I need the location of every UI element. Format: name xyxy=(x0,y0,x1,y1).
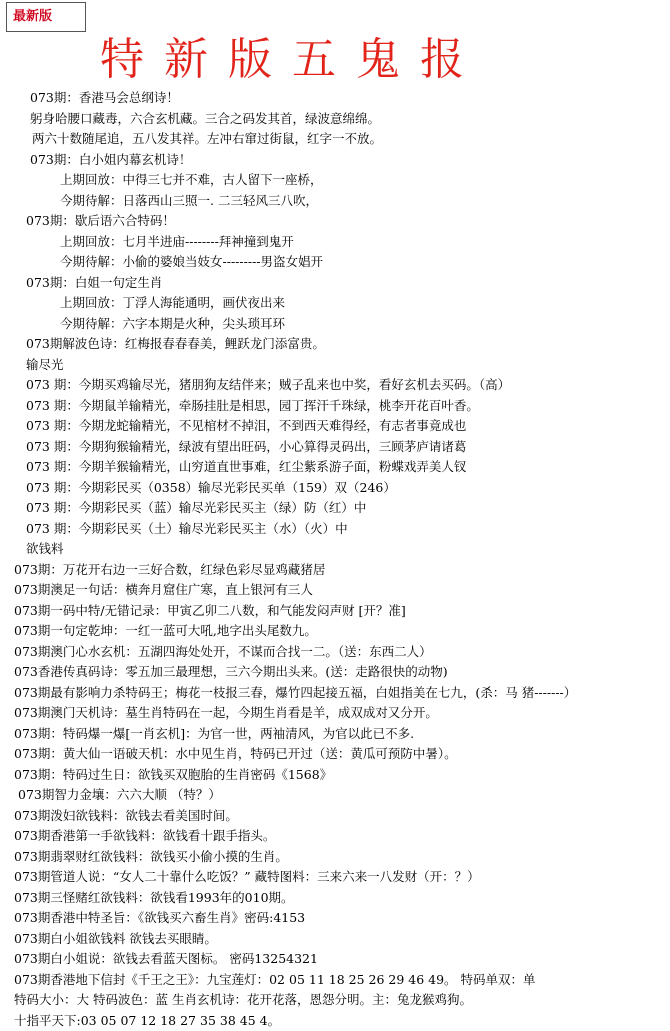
text-line: 073期最有影响力杀特码王；梅花一枝报三春，爆竹四起接五福，白姐指美在七九，(杀：马 猪-------） xyxy=(0,683,670,704)
text-line: 073香港传真码诗：零五加三最理想，三六今期出头来。(送：走路很快的动物) xyxy=(0,662,670,683)
text-line: 073期香港地下信封《千王之王》：九宝莲灯：02 05 11 18 25 26 29 46 49。 特码单双：单 xyxy=(0,970,670,991)
text-line: 上期回放：中得三七并不难，古人留下一座桥， xyxy=(0,170,670,191)
text-line: 特码大小：大 特码波色：蓝 生肖玄机诗：花开花落，恩怨分明。主：兔龙猴鸡狗。 xyxy=(0,990,670,1011)
text-line: 073 期：今期彩民买（土）输尽光彩民买主（水）（火）中 xyxy=(0,519,670,540)
text-line: 073期：香港马会总纲诗！ xyxy=(0,88,670,109)
version-badge: 最新版 xyxy=(6,2,86,32)
text-line: 073 期：今期彩民买（蓝）输尽光彩民买主（绿）防（红）中 xyxy=(0,498,670,519)
text-line: 073期澳门天机诗：墓生肖特码在一起，今期生肖看是羊，成双成对又分开。 xyxy=(0,703,670,724)
text-line: 今期待解：日落西山三照一. 二三轻风三八吹， xyxy=(0,191,670,212)
text-line: 073期：特码过生日：欲钱买双胞胎的生肖密码《1568》 xyxy=(0,765,670,786)
text-line: 073期一句定乾坤：一红一蓝可大吼,地字出头尾数九。 xyxy=(0,621,670,642)
text-line: 073期：万花开右边一三好合数，红绿色彩尽显鸡藏猪居 xyxy=(0,560,670,581)
text-line: 073期一码中特/无错记录：甲寅乙卯二八数，和气能发闷声财 [开？准] xyxy=(0,601,670,622)
text-line: 073期泼妇欲钱料：欲钱去看美国时间。 xyxy=(0,806,670,827)
text-line: 073期：黄大仙一语破天机：水中见生肖，特码已开过（送：黄瓜可预防中暑）。 xyxy=(0,744,670,765)
text-line: 073期翡翠财红欲钱料：欲钱买小偷小摸的生肖。 xyxy=(0,847,670,868)
text-line: 上期回放：丁浮人海能通明，画伏夜出来 xyxy=(0,293,670,314)
text-line: 073期智力金壤：六六大顺 （特？） xyxy=(0,785,670,806)
text-line: 073 期：今期买鸡输尽光，猪朋狗友结伴来；贼子乱来也中奖，看好玄机去买码。（高） xyxy=(0,375,670,396)
text-line: 十指平天下:03 05 07 12 18 27 35 38 45 4。 xyxy=(0,1011,670,1031)
text-line: 今期待解：小偷的婆娘当妓女---------男盗女娼开 xyxy=(0,252,670,273)
text-line: 073期香港中特圣旨：《欲钱买六畜生肖》密码:4153 xyxy=(0,908,670,929)
text-line: 073期：特码爆一爆[一肖玄机]：为官一世，两袖清风，为官以此已不多. xyxy=(0,724,670,745)
text-line: 073 期：今期鼠羊输精光，牵肠挂肚是相思，园丁挥汗千珠绿，桃李开花百叶香。 xyxy=(0,396,670,417)
text-line: 欲钱料 xyxy=(0,539,670,560)
text-line: 073 期：今期狗猴输精光，绿波有望出旺码，小心算得灵码出，三顾茅庐请诸葛 xyxy=(0,437,670,458)
text-line: 输尽光 xyxy=(0,355,670,376)
text-line: 073期澳足一句话：横奔月窟住广寒，直上银河有三人 xyxy=(0,580,670,601)
text-line: 073期：白小姐内幕玄机诗！ xyxy=(0,150,670,171)
text-line: 073期：白姐一句定生肖 xyxy=(0,273,670,294)
text-line: 073期解波色诗：红梅报春春春美，鲤跃龙门添富贵。 xyxy=(0,334,670,355)
text-line: 073期白小姐说：欲钱去看蓝天图标。 密码13254321 xyxy=(0,949,670,970)
text-line: 今期待解：六字本期是火种，尖头琐耳环 xyxy=(0,314,670,335)
text-line: 073期：歇后语六合特码！ xyxy=(0,211,670,232)
text-line: 两六十数随尾追，五八发其祥。左冲右窜过街鼠，红字一不放。 xyxy=(0,129,670,150)
text-line: 073期三怪赌红欲钱料：欲钱看1993年的010期。 xyxy=(0,888,670,909)
text-line: 躬身哈腰口藏毒，六合玄机藏。三合之码发其首，绿波意绵绵。 xyxy=(0,109,670,130)
bulletin-body xyxy=(0,88,670,1031)
text-line: 073期澳门心水玄机：五湖四海处处开，不谋而合找一二。（送：东西二人） xyxy=(0,642,670,663)
text-line: 073期香港第一手欲钱料：欲钱看十跟手指头。 xyxy=(0,826,670,847)
page-title: 特新版五鬼报 xyxy=(100,30,500,90)
text-line: 073 期：今期彩民买（0358）输尽光彩民买单（159）双（246） xyxy=(0,478,670,499)
text-line: 073期管道人说：“女人二十靠什么吃饭？” 藏特图料：三来六来一八发财（开：？） xyxy=(0,867,670,888)
text-line: 073 期：今期龙蛇输精光，不见棺材不掉泪，不到西天难得经，有志者事竟成也 xyxy=(0,416,670,437)
text-line: 073期白小姐欲钱料 欲钱去买眼睛。 xyxy=(0,929,670,950)
text-line: 073 期：今期羊猴输精光，山穷道直世事难，红尘紫系游子面，粉蝶戏弄美人钗 xyxy=(0,457,670,478)
text-line: 上期回放：七月半进庙--------拜神撞到鬼开 xyxy=(0,232,670,253)
